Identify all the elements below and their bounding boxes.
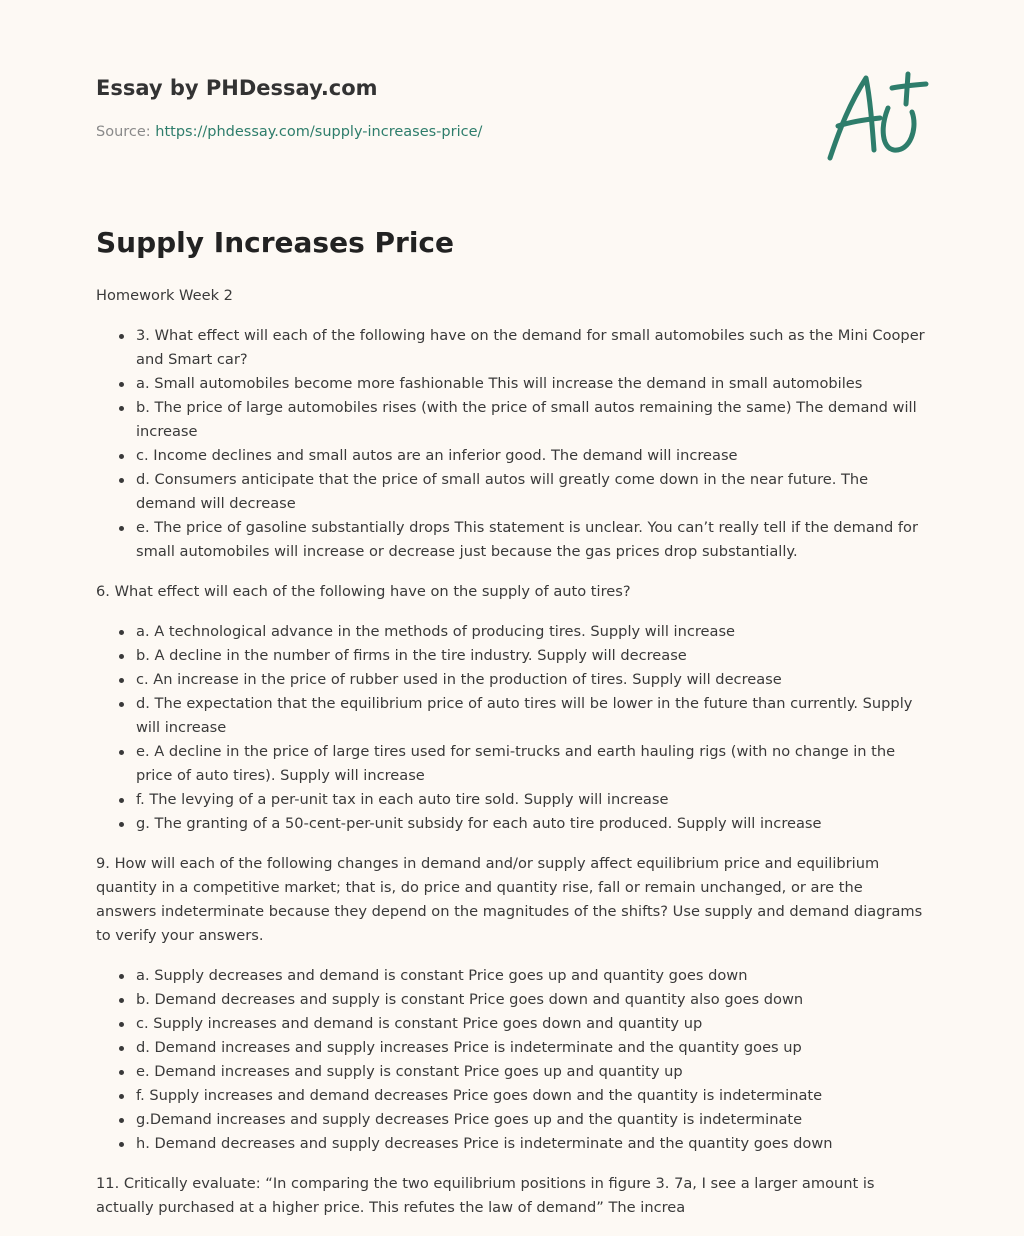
question-9-list — [96, 964, 926, 1156]
list-item: g. The granting of a 50-cent-per-unit subsidy for each auto tire produced. Supply will increase — [136, 812, 926, 836]
list-item: b. The price of large automobiles rises (with the price of small autos remaining the same) The demand will increase — [136, 396, 926, 444]
a-plus-logo-icon — [822, 68, 930, 168]
list-item: b. Demand decreases and supply is constant Price goes down and quantity also goes down — [136, 988, 926, 1012]
question-6-heading: 6. What effect will each of the following have on the supply of auto tires? — [96, 583, 631, 600]
list-item: c. An increase in the price of rubber used in the production of tires. Supply will decrease — [136, 668, 926, 692]
question-9-heading: 9. How will each of the following changes in demand and/or supply affect equilibrium price and equilibrium quantity in a competitive market; that is, do price and quantity rise, fall or remain unchanged, or are the answers indeterminate because they depend on the magnitudes of the shifts? Use supply and demand diagrams to verify your answers. — [96, 855, 923, 944]
question-11-paragraph: 11. Critically evaluate: “In comparing the two equilibrium positions in figure 3. 7a, I see a larger amount is actually purchased at a higher price. This refutes the law of demand” The increa — [96, 1175, 875, 1216]
source-line — [96, 124, 482, 140]
list-item: c. Income declines and small autos are an inferior good. The demand will increase — [136, 444, 926, 468]
question-3-list — [96, 324, 926, 564]
list-item: d. Demand increases and supply increases Price is indeterminate and the quantity goes up — [136, 1036, 926, 1060]
list-item: a. Small automobiles become more fashionable This will increase the demand in small automobiles — [136, 372, 926, 396]
list-item: 3. What effect will each of the following have on the demand for small automobiles such as the Mini Cooper and Smart car? — [136, 324, 926, 372]
list-item: e. Demand increases and supply is constant Price goes up and quantity up — [136, 1060, 926, 1084]
list-item: g.Demand increases and supply decreases Price goes up and the quantity is indeterminate — [136, 1108, 926, 1132]
article-title: Supply Increases Price — [96, 226, 455, 259]
list-item: h. Demand decreases and supply decreases Price is indeterminate and the quantity goes down — [136, 1132, 926, 1156]
list-item: e. A decline in the price of large tires used for semi-trucks and earth hauling rigs (with no change in the price of auto tires). Supply will increase — [136, 740, 926, 788]
list-item: b. A decline in the number of firms in the tire industry. Supply will decrease — [136, 644, 926, 668]
list-item: f. Supply increases and demand decreases Price goes down and the quantity is indeterminate — [136, 1084, 926, 1108]
article-body — [96, 284, 926, 1236]
question-6-list — [96, 620, 926, 836]
list-item: e. The price of gasoline substantially drops This statement is unclear. You can’t really tell if the demand for small automobiles will increase or decrease just because the gas prices drop substantially. — [136, 516, 926, 564]
list-item: f. The levying of a per-unit tax in each auto tire sold. Supply will increase — [136, 788, 926, 812]
intro-paragraph: Homework Week 2 — [96, 287, 233, 304]
source-link[interactable]: https://phdessay.com/supply-increases-price/ — [155, 124, 483, 140]
site-brand: Essay by PHDessay.com — [96, 76, 378, 100]
list-item: a. A technological advance in the methods of producing tires. Supply will increase — [136, 620, 926, 644]
list-item: d. Consumers anticipate that the price of small autos will greatly come down in the near future. The demand will decrease — [136, 468, 926, 516]
source-label: Source: — [96, 124, 156, 140]
list-item: d. The expectation that the equilibrium price of auto tires will be lower in the future than currently. Supply will increase — [136, 692, 926, 740]
list-item: c. Supply increases and demand is constant Price goes down and quantity up — [136, 1012, 926, 1036]
list-item: a. Supply decreases and demand is constant Price goes up and quantity goes down — [136, 964, 926, 988]
